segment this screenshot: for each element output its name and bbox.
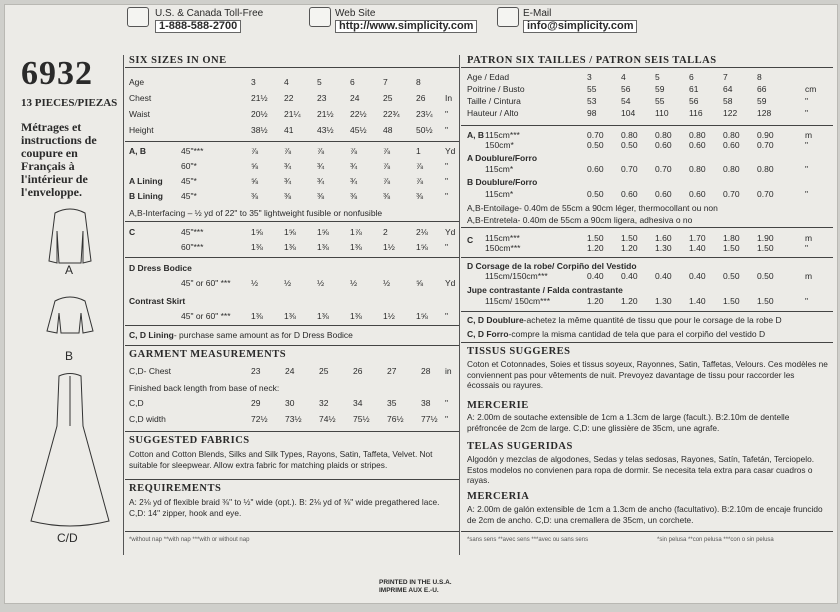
size-value: ⅜ [251, 191, 259, 201]
size-value: 1.20 [621, 243, 638, 253]
unit-label: " [805, 108, 809, 118]
size-value: 25 [383, 93, 393, 103]
row-label: C,D width [129, 414, 166, 424]
garment-line-drawings [25, 201, 115, 561]
size-value: 122 [723, 108, 738, 118]
size-value: ⅞ [284, 146, 292, 156]
suggested-fabrics-title: SUGGESTED FABRICS [129, 435, 250, 446]
size-value: 1⅞ [350, 227, 362, 237]
size-value: ½ [383, 278, 391, 288]
row-label: C,D- Chest [129, 366, 172, 376]
unit-label: " [445, 191, 449, 201]
size-value: 66 [757, 84, 767, 94]
size-value: 38½ [251, 125, 268, 135]
size-value: 1.20 [587, 296, 604, 306]
row-label: Taille / Cintura [467, 96, 521, 106]
telas-title: TELAS SUGERIDAS [467, 441, 573, 452]
size-value: 1⅜ [317, 311, 329, 321]
size-value: 22¾ [383, 109, 400, 119]
a-doublure-label: A Doublure/Forro [467, 153, 538, 163]
row-label: Height [129, 125, 154, 135]
size-value: 26 [353, 366, 363, 376]
size-value: ¾ [350, 176, 358, 186]
size-value: ¾ [350, 161, 358, 171]
web-label: Web Site [335, 8, 376, 19]
size-value: ⅞ [416, 161, 424, 171]
size-value: 22½ [350, 109, 367, 119]
unit-label: " [445, 161, 449, 171]
size-value: 0.60 [689, 189, 706, 199]
size-value: ⅞ [350, 146, 358, 156]
size-value: 25 [319, 366, 329, 376]
size-value: ⅜ [317, 191, 325, 201]
unit-label: In [445, 93, 453, 103]
size-value: 64 [723, 84, 733, 94]
fabric-width: 115cm/150cm*** [485, 271, 548, 281]
sens-footnote: *sans sens **avec sens ***avec ou sans sens [467, 537, 589, 543]
fabric-width: 115cm* [485, 189, 514, 199]
fabric-width: 45"*** [181, 146, 204, 156]
size-value: 0.70 [757, 140, 774, 150]
figure-label-a: A [65, 263, 74, 277]
size-value: ⅞ [416, 176, 424, 186]
size-value: 1⅜ [350, 311, 362, 321]
size-value: 59 [757, 96, 767, 106]
size-value: 0.70 [757, 189, 774, 199]
size-value: 5 [655, 72, 660, 82]
unit-label: " [805, 296, 809, 306]
size-value: 75½ [353, 414, 370, 424]
size-value: ⅞ [383, 176, 391, 186]
size-value: 1⅝ [416, 311, 428, 321]
fabric-width: 150cm* [485, 140, 514, 150]
size-value: 0.70 [587, 130, 604, 140]
contact-bar [125, 5, 840, 31]
size-value: ⅜ [383, 191, 391, 201]
telas-text: Algodón y mezclas de algodones, Sedas y telas sedosas, Rayones, Satín, Tafetán, Terciopelo. Estos modelos no convienen para ropa de dormir. Se necesita tela extra para casar cuadros o rayas. [467, 454, 814, 485]
size-value: ¾ [284, 161, 292, 171]
size-value: 1.20 [621, 296, 638, 306]
size-value: 23 [251, 366, 261, 376]
size-value: 0.80 [723, 164, 740, 174]
phone-icon [127, 7, 149, 27]
size-value: 0.40 [655, 271, 672, 281]
size-value: ½ [350, 278, 358, 288]
pattern-envelope-back [4, 4, 838, 604]
size-value: 21½ [317, 109, 334, 119]
merceria-text: A: 2.00m de galón extensible de 1cm a 1.3cm de ancho (facultativo). B:2.10m de encaje fruncido de 2cm de ancho. C,D: una cremallera de 35cm, un corchete. [467, 504, 823, 525]
size-value: 27 [387, 366, 397, 376]
size-value: ¾ [317, 161, 325, 171]
row-label: C,D [129, 398, 144, 408]
cd-doublure-note: C, D Doublure-achetez la même quantité de tissu que pour le corsage de la robe D [467, 315, 782, 325]
size-value: 0.50 [587, 140, 604, 150]
size-value: 0.50 [723, 271, 740, 281]
size-value: ⅞ [251, 146, 259, 156]
size-value: 0.80 [689, 130, 706, 140]
size-value: ¾ [317, 176, 325, 186]
size-value: 1 [416, 146, 421, 156]
french-instructions-note: Métrages et instructions de coupure en Français à l'intérieur de l'enveloppe. [21, 120, 97, 199]
garment-measurements-title: GARMENT MEASUREMENTS [129, 349, 287, 360]
unit-label: " [445, 109, 449, 119]
row-label: C [129, 227, 136, 237]
unit-label: " [805, 189, 809, 199]
size-value: 73½ [285, 414, 302, 424]
size-value: 1.40 [689, 243, 706, 253]
size-value: 1.90 [757, 233, 774, 243]
size-value: 1⅜ [251, 311, 263, 321]
phone-label: U.S. & Canada Toll-Free [155, 8, 264, 19]
size-value: 59 [655, 84, 665, 94]
size-value: 1.20 [587, 243, 604, 253]
fabric-width: 45"*** [181, 227, 204, 237]
size-value: 0.40 [587, 271, 604, 281]
fabric-width: 60"* [181, 161, 197, 171]
unit-label: cm [805, 84, 817, 94]
size-value: 26 [416, 93, 426, 103]
size-value: 20½ [251, 109, 268, 119]
size-value: 1.50 [757, 296, 774, 306]
jacket-b-drawing [47, 297, 93, 333]
size-value: 0.40 [689, 271, 706, 281]
size-value: 22 [284, 93, 294, 103]
c-metric-label: C [467, 235, 474, 245]
fabric-width: 115cm*** [485, 233, 520, 243]
fabric-width: 60"*** [181, 242, 204, 252]
interfacing-note: A,B-Interfacing – ½ yd of 22" to 35" lightweight fusible or nonfusible [129, 208, 383, 218]
cd-forro-note: C, D Forro-compre la misma cantidad de tela que para el corpiño del vestido D [467, 329, 766, 339]
size-value: 0.60 [621, 189, 638, 199]
size-value: 35 [387, 398, 397, 408]
size-value: 1⅝ [416, 242, 428, 252]
mercerie-title: MERCERIE [467, 400, 529, 411]
unit-label: " [445, 311, 449, 321]
row-label: A, B [129, 146, 146, 156]
row-label: B Lining [129, 191, 163, 201]
size-value: 53 [587, 96, 597, 106]
size-value: 0.50 [621, 140, 638, 150]
size-value: 3 [251, 77, 256, 87]
email-label: E-Mail [523, 8, 552, 19]
size-value: 34 [353, 398, 363, 408]
size-value: 0.70 [621, 164, 638, 174]
size-value: ½ [284, 278, 292, 288]
size-value: 2 [383, 227, 388, 237]
size-value: 1.50 [621, 233, 638, 243]
size-value: 1.30 [655, 296, 672, 306]
row-label: Waist [129, 109, 150, 119]
size-value: 72½ [251, 414, 268, 424]
size-value: 58 [723, 96, 733, 106]
entretela-note: A,B-Entretela- 0.40m de 55cm a 90cm ligera, adhesiva o no [467, 215, 693, 225]
unit-label: Yd [445, 227, 456, 237]
column-divider-left [123, 55, 124, 555]
size-value: 0.70 [655, 164, 672, 174]
size-value: ⅜ [350, 191, 358, 201]
pieces-count: 13 PIECES/PIEZAS [21, 97, 118, 109]
size-value: ⅞ [383, 146, 391, 156]
fabric-width: 115cm/ 150cm*** [485, 296, 551, 306]
unit-label: " [805, 140, 809, 150]
size-value: 0.50 [587, 189, 604, 199]
size-value: 21¼ [284, 109, 301, 119]
merceria-title: MERCERIA [467, 491, 530, 502]
size-value: 1.50 [723, 243, 740, 253]
size-value: 45½ [350, 125, 367, 135]
patron-title: PATRON SIX TAILLES / PATRON SEIS TALLAS [467, 55, 717, 66]
size-value: ½ [251, 278, 259, 288]
size-value: 8 [416, 77, 421, 87]
jupe-label: Jupe contrastante / Falda contrastante [467, 285, 623, 295]
web-address: http://www.simplicity.com [335, 20, 477, 33]
row-label: Age [129, 77, 145, 87]
size-value: 7 [383, 77, 388, 87]
size-value: ⅝ [251, 176, 259, 186]
size-value: 0.50 [757, 271, 774, 281]
size-value: 55 [655, 96, 665, 106]
column-divider-center [459, 55, 460, 555]
size-value: 0.40 [621, 271, 638, 281]
unit-label: Yd [445, 278, 456, 288]
unit-label: " [445, 242, 449, 252]
requirements-text: A: 2⅛ yd of flexible braid ⅜" to ½" wide (opt.). B: 2⅛ yd of ⅜" wide pregathered lace. C,D: 14" zipper, hook and eye. [129, 497, 440, 518]
size-value: 6 [350, 77, 355, 87]
size-value: 56 [621, 84, 631, 94]
size-value: 2⅛ [416, 227, 428, 237]
row-label: Hauteur / Alto [467, 108, 519, 118]
size-value: 128 [757, 108, 772, 118]
unit-label: " [805, 96, 809, 106]
size-value: 3 [587, 72, 592, 82]
pattern-number: 6932 [21, 55, 93, 92]
size-value: 0.90 [757, 130, 774, 140]
size-value: 1⅝ [284, 227, 296, 237]
tissus-title: TISSUS SUGGERES [467, 346, 571, 357]
size-value: ⅝ [251, 161, 259, 171]
size-value: 1.60 [655, 233, 672, 243]
size-value: ⅞ [383, 161, 391, 171]
size-value: 0.80 [621, 130, 638, 140]
unit-label: in [445, 366, 452, 376]
size-value: 1⅝ [251, 227, 263, 237]
entoilage-note: A,B-Entoilage- 0.40m de 55cm a 90cm léger, thermocollant ou non [467, 203, 718, 213]
size-value: 1.70 [689, 233, 706, 243]
figure-label-b: B [65, 349, 74, 363]
size-value: 24 [285, 366, 295, 376]
six-sizes-title: SIX SIZES IN ONE [129, 55, 227, 66]
unit-label: " [445, 125, 449, 135]
size-value: 56 [689, 96, 699, 106]
phone-number: 1-888-588-2700 [155, 20, 241, 33]
size-value: 0.60 [587, 164, 604, 174]
size-value: 43½ [317, 125, 334, 135]
computer-icon [309, 7, 331, 27]
size-value: 0.60 [655, 189, 672, 199]
fabric-width: 45" or 60" *** [181, 311, 231, 321]
fabric-width: 115cm* [485, 164, 514, 174]
size-value: 1⅜ [284, 311, 296, 321]
jacket-a-drawing [49, 209, 91, 263]
size-value: 1½ [383, 311, 395, 321]
row-label: A Lining [129, 176, 163, 186]
unit-label: " [445, 414, 449, 424]
pelusa-footnote: *sin pelusa **con pelusa ***con o sin pelusa [657, 537, 774, 543]
email-address: info@simplicity.com [523, 20, 637, 33]
unit-label: " [445, 176, 449, 186]
unit-label: m [805, 271, 813, 281]
unit-label: " [445, 398, 449, 408]
suggested-fabrics-text: Cotton and Cotton Blends, Silks and Silk Types, Rayons, Satin, Taffeta, Velvet. Not suitable for sleepwear. Allow extra fabric for matching plaids or stripes. [129, 449, 433, 470]
size-value: 24 [350, 93, 360, 103]
size-value: 23 [317, 93, 327, 103]
row-label: Chest [129, 93, 152, 103]
size-value: ⅜ [284, 191, 292, 201]
d-bodice-label: D Dress Bodice [129, 263, 192, 273]
size-value: 1⅜ [284, 242, 296, 252]
size-value: 54 [621, 96, 631, 106]
finished-length-note: Finished back length from base of neck: [129, 383, 280, 393]
row-label: Age / Edad [467, 72, 510, 82]
size-value: 38 [421, 398, 431, 408]
size-value: 48 [383, 125, 393, 135]
size-value: 21½ [251, 93, 268, 103]
tissus-text: Coton et Cotonnades, Soies et tissus soyeux, Rayonnes, Satin, Taffetas, Velours. Ces modèles ne conviennent pas pour vêtements de nuit. Prevoyez davantage de tissu pour raccorder les écossais ou rayures. [467, 359, 828, 390]
fabric-width: 115cm*** [485, 130, 520, 140]
size-value: 61 [689, 84, 699, 94]
size-value: 1.50 [723, 296, 740, 306]
size-value: 77½ [421, 414, 438, 424]
contrast-skirt-label: Contrast Skirt [129, 296, 186, 306]
unit-label: m [805, 233, 813, 243]
size-value: 1⅝ [317, 227, 329, 237]
ab-metric-label: A, B [467, 130, 484, 140]
size-value: 8 [757, 72, 762, 82]
size-value: 1⅜ [350, 242, 362, 252]
size-value: ½ [317, 278, 325, 288]
cd-lining-note: C, D Lining- purchase same amount as for D Dress Bodice [129, 330, 353, 340]
size-value: 116 [689, 108, 703, 118]
nap-footnote: *without nap **with nap ***with or without nap [129, 537, 250, 543]
fabric-width: 150cm*** [485, 243, 521, 253]
size-value: 76½ [387, 414, 404, 424]
size-value: 98 [587, 108, 597, 118]
size-value: 0.80 [689, 164, 706, 174]
size-value: ⅞ [317, 146, 325, 156]
unit-label: m [805, 130, 813, 140]
figure-label-cd: C/D [57, 531, 78, 545]
unit-label: " [805, 164, 809, 174]
size-value: ¾ [284, 176, 292, 186]
unit-label: " [805, 243, 809, 253]
size-value: 1.50 [587, 233, 604, 243]
size-value: 29 [251, 398, 261, 408]
size-value: 74½ [319, 414, 336, 424]
size-value: 1⅜ [251, 242, 263, 252]
size-value: 110 [655, 108, 669, 118]
size-value: 104 [621, 108, 636, 118]
size-value: 28 [421, 366, 431, 376]
size-value: 0.80 [757, 164, 774, 174]
unit-label: Yd [445, 146, 456, 156]
fabric-width: 45"* [181, 191, 197, 201]
size-value: 7 [723, 72, 728, 82]
size-value: 0.60 [723, 140, 740, 150]
size-value: 1⅜ [317, 242, 329, 252]
size-value: 4 [621, 72, 626, 82]
size-value: ⅜ [416, 191, 424, 201]
size-value: 50½ [416, 125, 433, 135]
size-value: 32 [319, 398, 329, 408]
size-value: 1.80 [723, 233, 740, 243]
size-value: 55 [587, 84, 597, 94]
size-value: 23¼ [416, 109, 433, 119]
size-value: 0.80 [723, 130, 740, 140]
size-value: 5 [317, 77, 322, 87]
size-value: 1.40 [689, 296, 706, 306]
size-value: 0.70 [723, 189, 740, 199]
fabric-width: 45" or 60" *** [181, 278, 231, 288]
size-value: 6 [689, 72, 694, 82]
size-value: 1.30 [655, 243, 672, 253]
fabric-width: 45"* [181, 176, 197, 186]
size-value: 0.80 [655, 130, 672, 140]
size-value: 1.50 [757, 243, 774, 253]
size-value: 0.60 [655, 140, 672, 150]
size-value: 1½ [383, 242, 395, 252]
print-note: PRINTED IN THE U.S.A. IMPRIME AUX E.-U. [379, 579, 452, 594]
row-label: Poitrine / Busto [467, 84, 525, 94]
size-value: 41 [284, 125, 294, 135]
size-value: ⅝ [416, 278, 424, 288]
size-value: 0.60 [689, 140, 706, 150]
size-value: 30 [285, 398, 295, 408]
b-doublure-label: B Doublure/Forro [467, 177, 538, 187]
requirements-title: REQUIREMENTS [129, 483, 222, 494]
size-value: 4 [284, 77, 289, 87]
mercerie-text: A: 2.00m de soutache extensible de 1cm a 1.3cm de large (facult.). B:2.10m de dentelle préfroncée de 2cm de large. C,D: une glissière de 35cm, une agrafe. [467, 412, 790, 433]
email-icon [497, 7, 519, 27]
d-corsage-label: D Corsage de la robe/ Corpiño del Vestido [467, 261, 637, 271]
